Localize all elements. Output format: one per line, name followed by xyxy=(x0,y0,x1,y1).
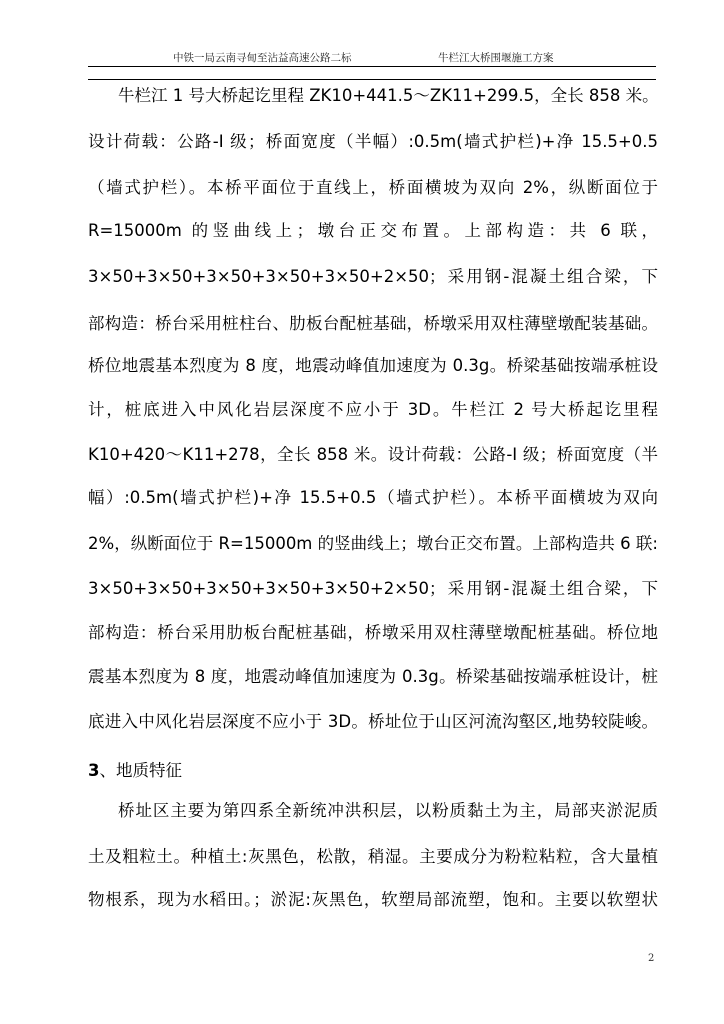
section-title: 、地质特征 xyxy=(99,761,182,780)
header-divider-bottom xyxy=(88,79,656,80)
text-line: 幅）:0.5m(墙式护栏)+净 15.5+0.5（墙式护栏）。本桥平面横坡为双向 xyxy=(88,488,658,507)
text-line: 3×50+3×50+3×50+3×50+3×50+2×50；采用钢-混凝土组合梁，下 xyxy=(88,267,658,286)
text-line: 3×50+3×50+3×50+3×50+3×50+2×50；采用钢-混凝土组合梁，下 xyxy=(88,579,658,598)
text-line: 部构造：桥台采用桩柱台、肋板台配桩基础，桥墩采用双柱薄壁墩配装基础。 xyxy=(88,314,658,333)
text-line: R=15000m 的竖曲线上；墩台正交布置。上部构造：共 6 联， xyxy=(88,221,658,240)
text-line: 物根系，现为水稻田。；淤泥:灰黑色，软塑局部流塑，饱和。主要以软塑状 xyxy=(88,890,658,909)
text-line: （墙式护栏）。本桥平面位于直线上，桥面横坡为双向 2%，纵断面位于 xyxy=(88,178,658,197)
text-line: K10+420～K11+278，全长 858 米。设计荷载：公路-I 级；桥面宽度（半 xyxy=(88,445,658,464)
section-heading xyxy=(88,760,182,782)
text-line: 设计荷载：公路-I 级；桥面宽度（半幅）:0.5m(墙式护栏)+净 15.5+0.5 xyxy=(88,132,658,151)
section-number: 3 xyxy=(88,761,100,780)
text-line: 2%，纵断面位于 R=15000m 的竖曲线上；墩台正交布置。上部构造共 6 联: xyxy=(88,534,658,553)
text-line: 桥址区主要为第四系全新统冲洪积层，以粉质黏土为主，局部夹淤泥质 xyxy=(118,801,658,820)
text-line: 土及粗粒土。种植土:灰黑色，松散，稍湿。主要成分为粉粒粘粒，含大量植 xyxy=(88,847,658,866)
text-line: 震基本烈度为 8 度，地震动峰值加速度为 0.3g。桥梁基础按端承桩设计，桩 xyxy=(88,667,658,686)
page-number: 2 xyxy=(648,953,655,964)
header-document-title: 牛栏江大桥围堰施工方案 xyxy=(438,52,554,64)
header-divider-top xyxy=(88,66,656,67)
text-line: 牛栏江 1 号大桥起讫里程 ZK10+441.5～ZK11+299.5，全长 858 米。 xyxy=(118,86,659,105)
page-header xyxy=(88,44,658,64)
text-line: 底进入中风化岩层深度不应小于 3D。桥址位于山区河流沟壑区,地势较陡峻。 xyxy=(88,712,658,731)
text-line: 部构造：桥台采用肋板台配桩基础，桥墩采用双柱薄壁墩配桩基础。桥位地 xyxy=(88,623,658,642)
header-project-title: 中铁一局云南寻甸至沾益高速公路二标 xyxy=(173,52,352,64)
text-line: 计，桩底进入中风化岩层深度不应小于 3D。牛栏江 2 号大桥起讫里程 xyxy=(88,400,658,419)
text-line: 桥位地震基本烈度为 8 度，地震动峰值加速度为 0.3g。桥梁基础按端承桩设 xyxy=(88,356,658,375)
